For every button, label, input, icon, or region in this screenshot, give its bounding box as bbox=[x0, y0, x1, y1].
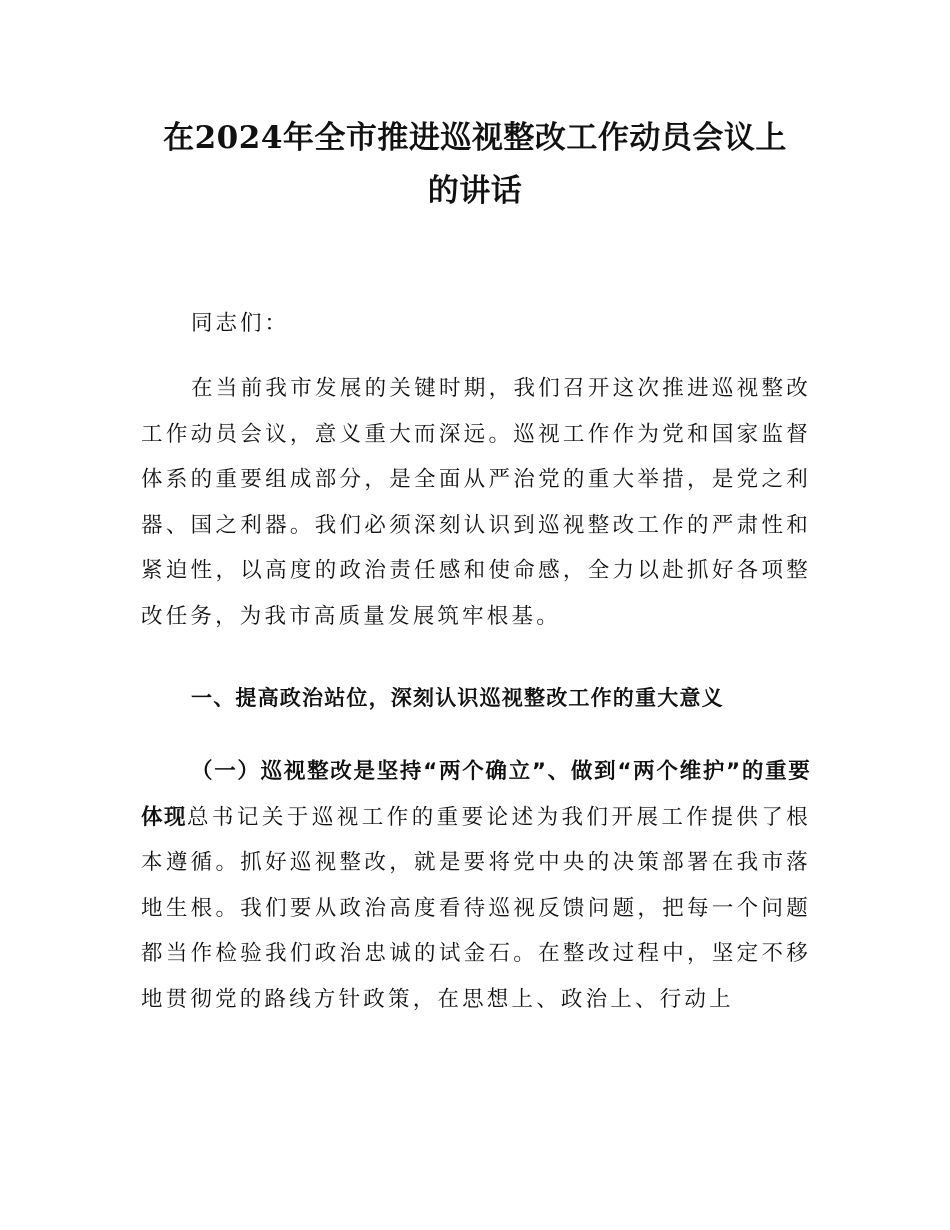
title-line-1: 在2024年全市推进巡视整改工作动员会议上 bbox=[163, 120, 787, 156]
subsection-heading-1: （一）巡视整改是坚持“两个确立”、做到“两个维护”的重要体现 bbox=[141, 759, 811, 830]
document-title bbox=[130, 112, 820, 218]
title-line-2: 的讲话 bbox=[427, 173, 523, 209]
section-heading-1: 一、提高政治站位，深刻认识巡视整改工作的重大意义 bbox=[191, 686, 724, 710]
subsection-paragraph-1 bbox=[141, 749, 811, 1022]
greeting: 同志们： bbox=[191, 311, 290, 336]
subsection-body-1: 总书记关于巡视工作的重要论述为我们开展工作提供了根本遵循。抓好巡视整改，就是要将党中央的决策部署在我市落地生根。我们要从政治高度看待巡视反馈问题，把每一个问题都当作检验我们政治忠诚的试金石。在整改过程中，坚定不移地贯彻党的路线方针政策，在思想上、政治上、行动上 bbox=[141, 804, 811, 1012]
intro-paragraph: 在当前我市发展的关键时期，我们召开这次推进巡视整改工作动员会议，意义重大而深远。巡视工作作为党和国家监督体系的重要组成部分，是全面从严治党的重大举措，是党之利器、国之利器。我们必须深刻认识到巡视整改工作的严肃性和紧迫性，以高度的政治责任感和使命感，全力以赴抓好各项整改任务，为我市高质量发展筑牢根基。 bbox=[141, 376, 811, 629]
